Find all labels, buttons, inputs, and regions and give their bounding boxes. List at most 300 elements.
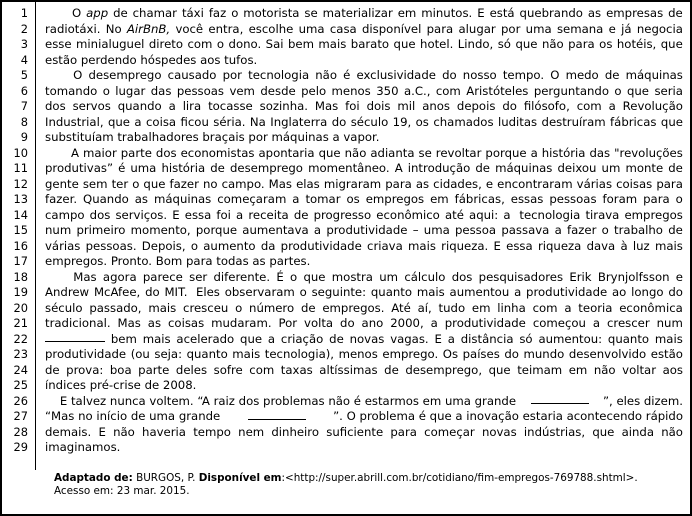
passage-line	[45, 347, 683, 363]
word: mil	[397, 99, 416, 114]
passage-line	[45, 254, 683, 270]
word: novas	[481, 424, 517, 439]
word: só	[497, 37, 511, 52]
word: tecnologia	[515, 207, 581, 222]
word: das	[589, 145, 611, 160]
line-text: substituíam trabalhadores braçais por máquinas a vapor.	[45, 130, 380, 145]
word: voltar	[622, 362, 657, 377]
line-number: 23	[13, 347, 28, 362]
word: Até	[391, 300, 411, 315]
word: tempo.	[502, 68, 545, 83]
word: a	[447, 331, 455, 346]
emphasized-word: app	[86, 6, 109, 20]
word: em	[430, 192, 449, 207]
passage-line	[45, 130, 683, 146]
word: sozinha.	[259, 99, 308, 114]
source-attribution	[45, 456, 683, 499]
word: aqui:	[469, 207, 499, 222]
word: fazer	[169, 176, 199, 191]
word: Lindo,	[457, 37, 494, 52]
passage-lines	[45, 6, 683, 456]
word: dois	[366, 99, 391, 114]
word: acelerado	[176, 331, 235, 346]
word: você	[175, 21, 204, 36]
word: é	[118, 161, 126, 176]
word: campo	[45, 207, 85, 222]
passage-line	[45, 161, 683, 177]
word: A	[394, 161, 403, 176]
word: de	[668, 223, 683, 238]
word: menos	[338, 347, 378, 362]
word: uma	[130, 161, 157, 176]
word: pesquisadores	[478, 269, 564, 284]
word: pessoas.	[85, 238, 137, 253]
word: medo	[565, 68, 599, 83]
passage-line	[45, 378, 683, 394]
word: prova:	[66, 362, 104, 377]
word: o	[231, 6, 239, 20]
word: cidades,	[433, 176, 482, 191]
word: exclusividade	[356, 68, 436, 83]
word: a	[564, 300, 572, 315]
word: mais	[408, 238, 436, 253]
word: nem	[238, 424, 265, 439]
word: empregos	[624, 207, 683, 222]
word: receita	[248, 207, 289, 222]
passage-line	[45, 6, 683, 22]
word: revoltar	[435, 145, 482, 160]
line-number: 22	[13, 331, 28, 346]
line-text: imaginamos.	[45, 440, 121, 455]
word: econômica	[619, 300, 683, 315]
word: perguntando	[533, 83, 609, 98]
passage-line	[45, 409, 683, 425]
word: Na	[249, 114, 266, 129]
word: não	[344, 145, 367, 160]
word: com	[435, 83, 461, 98]
word: trabalho	[614, 223, 663, 238]
word: passava	[501, 223, 550, 238]
word: fazer.	[45, 192, 78, 207]
word: a	[503, 207, 511, 222]
word: o	[102, 83, 110, 98]
word: McAfee,	[93, 285, 141, 300]
word: que	[660, 37, 683, 52]
passage-line	[45, 223, 683, 239]
word: começaram	[217, 192, 287, 207]
word: já	[621, 21, 632, 36]
word: Quando	[83, 192, 129, 207]
document-body	[2, 2, 690, 514]
line-number: 11	[13, 161, 28, 176]
passage-line	[45, 301, 683, 317]
source-access-date: 23 mar. 2015.	[116, 485, 190, 498]
word: à	[620, 238, 628, 253]
word: ainda	[621, 424, 654, 439]
word: desemprego,	[405, 362, 483, 377]
word: seguinte:	[311, 285, 367, 300]
word: Mas	[73, 269, 97, 284]
word: a	[530, 145, 538, 160]
word: os	[346, 192, 360, 207]
word: adianta	[370, 145, 415, 160]
word: do	[340, 316, 355, 331]
word: máquinas	[625, 68, 683, 83]
word: pessoa	[454, 223, 497, 238]
word: minialuguel	[76, 37, 145, 52]
word: sem	[82, 176, 108, 191]
word: distância	[460, 331, 514, 346]
word: quanto	[186, 347, 228, 362]
word: para	[426, 21, 454, 36]
line-segment-before-blank: “Mas no início de uma grande	[45, 409, 221, 424]
word: empresas	[606, 6, 664, 20]
word: longo	[631, 285, 664, 300]
word: coisas	[168, 316, 205, 331]
word: ao	[612, 285, 627, 300]
word: do	[145, 285, 160, 300]
word: O	[73, 68, 83, 83]
word: quando	[117, 99, 162, 114]
emphasized-word: AirBnB,	[126, 21, 171, 36]
word: sofre	[213, 362, 243, 377]
source-adapted-label: Adaptado de:	[54, 471, 133, 484]
word: vem	[229, 83, 255, 98]
word: essa	[506, 238, 533, 253]
word: quanto	[607, 331, 650, 346]
word: Mas	[268, 176, 293, 191]
word: altíssimas	[319, 362, 378, 377]
word: hotéis,	[616, 37, 657, 52]
word: haveria	[142, 424, 186, 439]
word: e	[608, 21, 616, 36]
word: com	[532, 300, 558, 315]
word: Mas	[117, 316, 141, 331]
word: número	[249, 300, 295, 315]
word: introdução	[407, 161, 471, 176]
line-number: 20	[13, 300, 28, 315]
word: mais	[232, 347, 261, 362]
word: a	[514, 285, 522, 300]
word: riqueza	[537, 238, 582, 253]
word: que	[592, 424, 615, 439]
word: essas	[510, 192, 544, 207]
word: que	[143, 176, 166, 191]
word: agora	[102, 269, 137, 284]
line-number: 18	[13, 269, 28, 284]
line-number: 8	[20, 114, 28, 129]
line-segment-after-blank: ”, eles dizem.	[602, 393, 683, 408]
word: parte	[120, 145, 152, 160]
word: materializar	[322, 6, 393, 20]
word: por	[501, 21, 521, 36]
answer-blank[interactable]	[45, 332, 105, 342]
word: tempo	[193, 424, 231, 439]
word: do	[668, 285, 683, 300]
word: luz	[632, 238, 650, 253]
line-number: 7	[20, 99, 28, 114]
word: hotel.	[420, 37, 454, 52]
word: bem	[287, 37, 314, 52]
passage-line	[45, 363, 683, 379]
passage-line	[45, 239, 683, 255]
word: do	[504, 347, 519, 362]
word: dinheiro	[271, 424, 319, 439]
word: até	[444, 207, 464, 222]
word: econômico	[376, 207, 440, 222]
word: momento,	[130, 223, 191, 238]
line-text: empregos. Pronto. Bom para todas as partes.	[45, 254, 311, 269]
word: nosso	[462, 68, 497, 83]
line-number: 17	[13, 254, 28, 269]
word: seria	[654, 83, 683, 98]
passage-line	[45, 285, 683, 301]
word: história	[541, 145, 586, 160]
line-number: 13	[13, 192, 28, 207]
word: que	[488, 362, 511, 377]
word: começou	[532, 316, 586, 331]
word: vagas.	[390, 331, 429, 346]
line-number: 10	[13, 145, 28, 160]
word: no	[202, 176, 218, 191]
word: ter	[111, 176, 129, 191]
word: a	[554, 223, 562, 238]
word: progresso	[313, 207, 372, 222]
word: dono.	[228, 37, 262, 52]
word: a	[134, 114, 142, 129]
word: ano	[361, 316, 384, 331]
line-number-gutter	[2, 2, 36, 470]
word: A	[71, 145, 79, 160]
word: primeiro	[76, 223, 126, 238]
word: O	[550, 68, 560, 83]
word: o	[601, 223, 609, 238]
word: dos	[89, 207, 111, 222]
word: riqueza.	[441, 238, 489, 253]
passage-line	[45, 425, 683, 441]
word: se	[418, 145, 432, 160]
word: não	[113, 424, 135, 439]
word: mais	[318, 37, 347, 52]
word: desemprego	[229, 161, 303, 176]
line-number: 26	[13, 393, 28, 408]
word: se	[304, 6, 318, 20]
word: que	[393, 37, 416, 52]
word: elas	[296, 176, 320, 191]
line-number: 4	[20, 52, 28, 67]
word: a	[430, 316, 438, 331]
word: criava	[367, 238, 403, 253]
word: empregos.	[322, 300, 385, 315]
word: aumento	[203, 238, 256, 253]
line-number: 15	[13, 223, 28, 238]
word: 350	[376, 83, 399, 98]
word: aos	[662, 362, 683, 377]
word: que	[303, 269, 326, 284]
source-url: :<http://super.abrill.com.br/cotidiano/fim-empregos-769788.shtml>.	[281, 471, 638, 484]
word: de	[45, 362, 60, 377]
word: economistas	[180, 145, 255, 160]
word: semana	[556, 21, 604, 36]
word: direto	[148, 37, 184, 52]
word: com	[187, 37, 213, 52]
source-access-label: Acesso em:	[54, 485, 114, 498]
line-number: 2	[20, 21, 28, 36]
word: pelo	[301, 83, 327, 98]
word: No	[105, 21, 122, 36]
answer-blank[interactable]	[531, 394, 589, 404]
word: mudaram.	[211, 316, 272, 331]
word: coisas	[616, 176, 653, 191]
word: é	[343, 68, 351, 83]
word: desemprego	[88, 68, 162, 83]
paragraph-indent	[45, 270, 67, 286]
line-number: 12	[13, 176, 28, 191]
line-number: 5	[20, 68, 28, 83]
word: aumentou	[449, 285, 510, 300]
word: está	[489, 6, 515, 20]
word: as	[147, 316, 162, 331]
line-number: 29	[13, 440, 28, 455]
line-text: estão perdendo hóspedes aos tufos.	[45, 52, 258, 67]
word: esse	[45, 37, 72, 52]
passage-line	[45, 177, 683, 193]
passage-line	[45, 440, 683, 456]
word: pessoas	[549, 192, 597, 207]
word: uma	[525, 21, 552, 36]
word: cresceu	[183, 300, 229, 315]
word: deixou	[557, 161, 597, 176]
word: não	[541, 37, 564, 52]
paragraph-indent	[45, 146, 67, 162]
word: chamados	[433, 114, 494, 129]
word: a	[168, 99, 176, 114]
source-available-label: Disponível em	[198, 471, 282, 484]
word: luditas	[497, 114, 538, 129]
word: os	[415, 114, 429, 129]
word: deles	[175, 362, 208, 377]
word: o	[675, 192, 683, 207]
line-segment-before-blank: E talvez nunca voltem. “A raiz dos problemas não é estarmos em uma grande	[45, 393, 517, 408]
word: fábricas	[610, 114, 657, 129]
word: É	[276, 269, 284, 284]
word: Aristóteles	[466, 83, 529, 98]
passage-line	[45, 192, 683, 208]
word: foram	[602, 192, 638, 207]
word: que	[660, 114, 683, 129]
word: produtividade	[280, 238, 362, 253]
word: motorista	[243, 6, 300, 20]
word: o	[190, 238, 199, 253]
word: quebrando	[519, 6, 583, 20]
word: monte	[625, 161, 664, 176]
word: de	[329, 331, 344, 346]
word: várias	[45, 238, 81, 253]
word: demais.	[45, 424, 92, 439]
word: aumentava	[242, 223, 309, 238]
word: e	[675, 269, 683, 284]
word: E	[98, 424, 106, 439]
passage-line	[45, 316, 683, 332]
word: disponível	[362, 21, 422, 36]
word: tecnologia	[248, 68, 310, 83]
word: de	[210, 161, 225, 176]
word: que	[107, 114, 130, 129]
word: novas	[349, 331, 385, 346]
word: crescer	[607, 316, 650, 331]
word: porque	[485, 145, 527, 160]
word: emprego.	[382, 347, 439, 362]
word: que	[515, 37, 538, 52]
word: –	[412, 223, 419, 238]
word: um	[379, 269, 399, 284]
word: o	[216, 37, 225, 52]
word: passado,	[89, 300, 142, 315]
word: linha	[497, 300, 526, 315]
word: para	[568, 37, 595, 52]
word: de	[300, 300, 316, 315]
word: Brynjolfsson	[597, 269, 670, 284]
word: máquinas	[153, 192, 212, 207]
word: várias	[576, 176, 613, 191]
word: tudo	[438, 300, 466, 315]
word: do	[502, 99, 517, 114]
word: Eles	[195, 285, 220, 300]
source-author: BURGOS, P.	[136, 471, 196, 484]
word: produtividade	[326, 223, 408, 238]
word: foi	[216, 207, 231, 222]
word: tecnologia),	[264, 347, 335, 362]
line-number: 6	[20, 83, 28, 98]
word: mais	[142, 331, 171, 346]
word: para	[643, 192, 670, 207]
word: 19,	[392, 114, 412, 129]
word: fábricas,	[454, 192, 505, 207]
paragraph-indent	[45, 68, 67, 84]
word: dos	[155, 145, 177, 160]
word: menos	[331, 83, 371, 98]
word: boa	[109, 362, 132, 377]
word: as	[587, 6, 602, 20]
word: só	[519, 331, 533, 346]
word: apontaria	[258, 145, 315, 160]
word: de	[668, 6, 683, 20]
word: que	[240, 331, 263, 346]
word: O	[71, 6, 82, 20]
word: fazer	[566, 223, 597, 238]
word: produtividade	[526, 285, 608, 300]
line-number: 21	[13, 316, 28, 331]
answer-blank[interactable]	[248, 409, 306, 419]
word: do	[442, 68, 457, 83]
word: não	[315, 68, 337, 83]
word: anos	[422, 99, 450, 114]
line-number: 1	[20, 6, 28, 20]
word: a	[592, 316, 601, 331]
word: do	[331, 114, 347, 129]
word: Sai	[265, 37, 284, 52]
line-segment-after-blank: ”. O problema é que a inovação estaria acontecendo rápido	[333, 409, 683, 424]
word: "revoluções	[614, 145, 683, 160]
word: as	[415, 176, 430, 191]
word: gente	[45, 176, 79, 191]
word: Erik	[569, 269, 592, 284]
word: e	[485, 176, 494, 191]
word: migraram	[323, 176, 382, 191]
word: de	[293, 207, 309, 222]
passage-line	[45, 115, 683, 131]
word: porque	[195, 223, 238, 238]
